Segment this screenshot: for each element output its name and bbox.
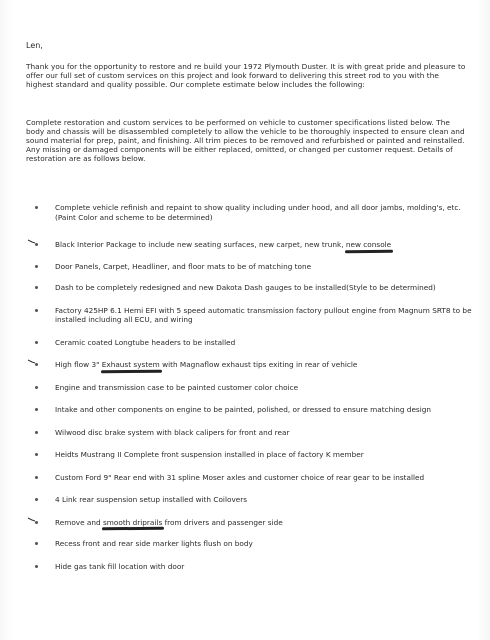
list-item: Complete vehicle refinish and repaint to show quality including under hood, and all door jambs, molding's, etc. (Paint Color and scheme to be determined) [33, 203, 473, 222]
bullet-dot-icon [35, 431, 38, 434]
bullet-dot-icon [35, 386, 38, 389]
list-item: Door Panels, Carpet, Headliner, and floor mats to be of matching tone [33, 262, 473, 272]
list-item: Wilwood disc brake system with black calipers for front and rear [33, 428, 473, 438]
intro-paragraph: Thank you for the opportunity to restore and re build your 1972 Plymouth Duster. It is with great pride and pleasure to offer our full set of custom services on this project and look forward to delivering this street rod to you with the highest standard and quality possible. Our complete estimate below includes the following: [26, 62, 466, 90]
bullet-dot-icon [35, 206, 38, 209]
list-item: Hide gas tank fill location with door [33, 562, 473, 572]
underlined-text: Exhaust system [101, 360, 160, 369]
bullet-dot-icon [35, 243, 38, 246]
list-item: Intake and other components on engine to be painted, polished, or dressed to ensure matching design [33, 405, 473, 415]
bullet-dot-icon [35, 453, 38, 456]
underlined-text: smooth driprails [102, 517, 163, 527]
bullet-dot-icon [35, 542, 38, 545]
greeting: Len, [26, 41, 43, 50]
list-item: Heidts Mustrang II Complete front suspension installed in place of factory K member [33, 450, 473, 460]
bullet-dot-icon [35, 363, 38, 366]
list-item: Engine and transmission case to be painted customer color choice [33, 383, 473, 393]
bullet-dot-icon [35, 341, 38, 344]
list-item: Ceramic coated Longtube headers to be installed [33, 338, 473, 348]
list-item: 4 Link rear suspension setup installed with Coilovers [33, 495, 473, 505]
underlined-text: new console [345, 240, 392, 249]
bullet-dot-icon [35, 521, 38, 524]
scope-paragraph: Complete restoration and custom services to be performed on vehicle to customer specifications listed below. The body and chassis will be disassembled completely to allow the vehicle to be thoroughly inspected to ensure clean and sound material for prep, paint, and finishing. All trim pieces to be removed and refurbished or painted and reinstalled. Any missing or damaged components will be either replaced, omitted, or changed per customer request. Details of restoration are as follows below. [26, 118, 465, 164]
bullet-dot-icon [35, 309, 38, 312]
list-item: High flow 3" Exhaust system with Magnaflow exhaust tips exiting in rear of vehicle [33, 360, 473, 370]
list-item: Factory 425HP 6.1 Hemi EFI with 5 speed automatic transmission factory pullout engine from Magnum SRT8 to be installed including all ECU, and wiring [33, 306, 473, 325]
list-item: Remove and smooth driprails from drivers and passenger side [33, 518, 473, 528]
list-item: Custom Ford 9" Rear end with 31 spline Moser axles and customer choice of rear gear to be installed [33, 473, 473, 483]
bullet-dot-icon [35, 565, 38, 568]
bullet-dot-icon [35, 286, 38, 289]
list-item: Black Interior Package to include new seating surfaces, new carpet, new trunk, new console [33, 240, 473, 250]
bullet-dot-icon [35, 265, 38, 268]
list-item: Recess front and rear side marker lights flush on body [33, 539, 473, 549]
bullet-dot-icon [35, 476, 38, 479]
bullet-dot-icon [35, 498, 38, 501]
list-item: Dash to be completely redesigned and new Dakota Dash gauges to be installed(Style to be determined) [33, 283, 473, 293]
bullet-dot-icon [35, 408, 38, 411]
service-list [33, 203, 473, 571]
